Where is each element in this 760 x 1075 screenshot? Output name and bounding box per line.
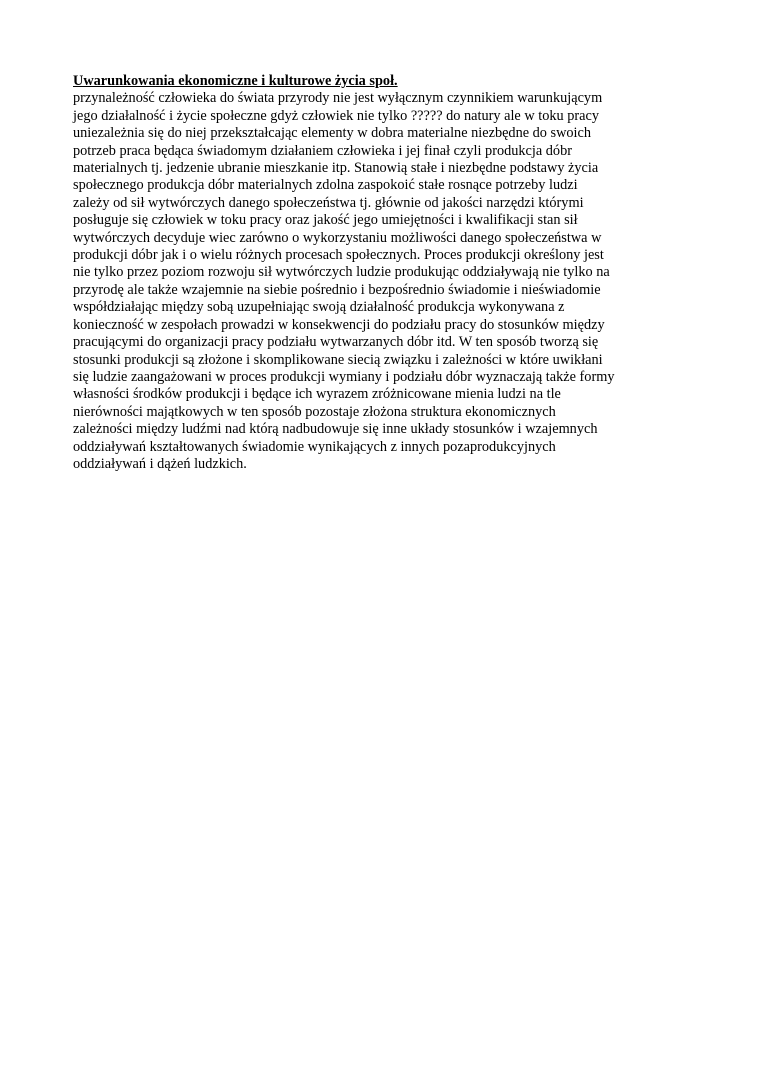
body-text — [73, 90, 673, 473]
body-line: współdziałając między sobą uzupełniając swoją działalność produkcja wykonywana z — [73, 299, 565, 316]
body-line: produkcji dóbr jak i o wielu różnych procesach społecznych. Proces produkcji określony jest — [73, 247, 604, 264]
body-line: zależy od sił wytwórczych danego społeczeństwa tj. głównie od jakości narzędzi którymi — [73, 194, 584, 211]
body-line: przyrodę ale także wzajemnie na siebie pośrednio i bezpośrednio świadomie i nieświadomie — [73, 281, 601, 298]
document-content — [73, 73, 673, 473]
body-line: oddziaływań kształtowanych świadomie wynikających z innych pozaprodukcyjnych — [73, 438, 556, 455]
body-line: zależności między ludźmi nad którą nadbudowuje się inne układy stosunków i wzajemnych — [73, 421, 598, 438]
body-line: konieczność w zespołach prowadzi w konsekwencji do podziału pracy do stosunków między — [73, 316, 605, 333]
body-line: uniezależnia się do niej przekształcając elementy w dobra materialne niezbędne do swoich — [73, 125, 592, 142]
document-title: Uwarunkowania ekonomiczne i kulturowe życia społ. — [73, 73, 398, 89]
body-line: pracującymi do organizacji pracy podziału wytwarzanych dóbr itd. W ten sposób tworzą się — [73, 334, 599, 351]
body-line: posługuje się człowiek w toku pracy oraz jakość jego umiejętności i kwalifikacji stan sił — [73, 212, 578, 229]
body-line: własności środków produkcji i będące ich wyrazem zróżnicowane mienia ludzi na tle — [73, 386, 561, 403]
body-line: nierówności majątkowych w ten sposób pozostaje złożona struktura ekonomicznych — [73, 403, 556, 420]
body-line: wytwórczych decyduje wiec zarówno o wykorzystaniu możliwości danego społeczeństwa w — [73, 229, 602, 246]
body-line: jego działalność i życie społeczne gdyż człowiek nie tylko ????? do natury ale w toku pracy — [73, 107, 599, 124]
body-line: stosunki produkcji są złożone i skomplikowane siecią związku i zależności w które uwikłani — [73, 351, 603, 368]
body-line: nie tylko przez poziom rozwoju sił wytwórczych ludzie produkując oddziaływają nie tylko na — [73, 264, 610, 281]
body-line: oddziaływań i dążeń ludzkich. — [73, 455, 247, 472]
body-line: materialnych tj. jedzenie ubranie mieszkanie itp. Stanowią stałe i niezbędne podstawy życia — [73, 160, 599, 177]
body-line: przynależność człowieka do świata przyrody nie jest wyłącznym czynnikiem warunkującym — [73, 90, 603, 107]
body-line: się ludzie zaangażowani w proces produkcji wymiany i podziału dóbr wyznaczają także formy — [73, 368, 615, 385]
body-line: społecznego produkcja dóbr materialnych zdolna zaspokoić stałe rosnące potrzeby ludzi — [73, 177, 578, 194]
body-line: potrzeb praca będąca świadomym działaniem człowieka i jej finał czyli produkcja dóbr — [73, 142, 572, 159]
